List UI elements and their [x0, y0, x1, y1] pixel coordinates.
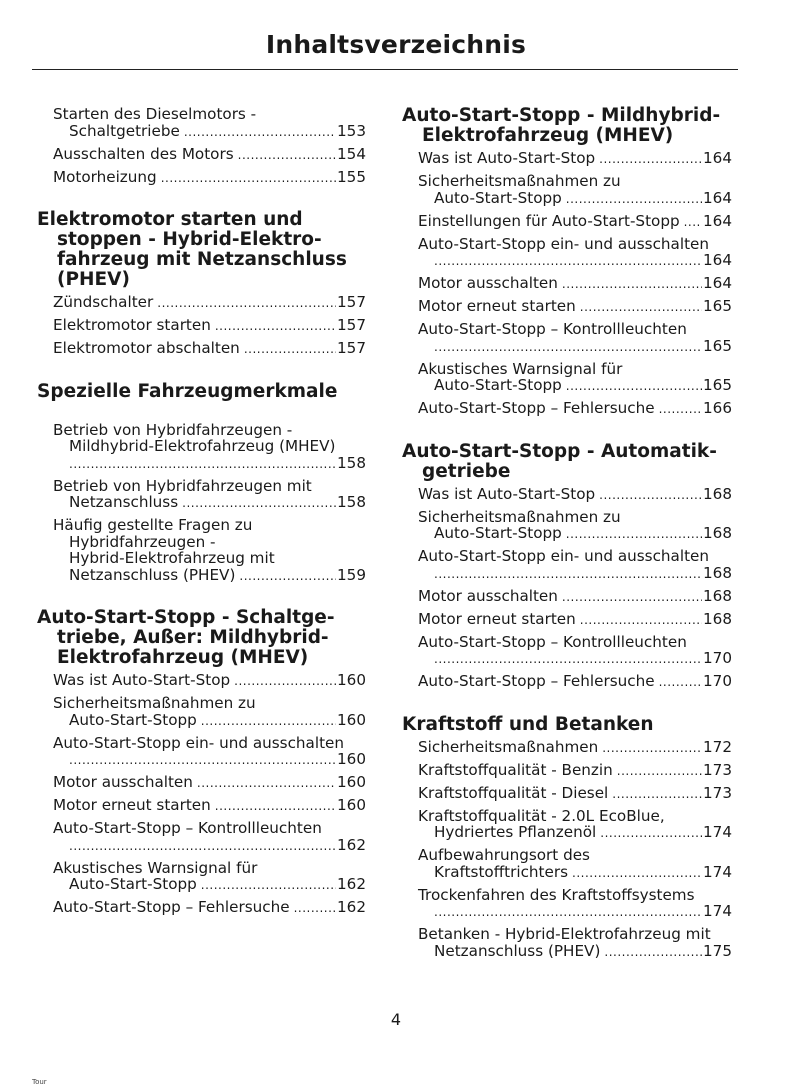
dot-leader	[69, 456, 336, 473]
entry-title: Motorheizung	[53, 167, 157, 186]
toc-entry[interactable]	[37, 294, 366, 312]
entry-text-line: Starten des Dieselmotors -	[53, 105, 257, 123]
entry-title: Kraftstoffqualität - Benzin	[418, 760, 613, 779]
entry-leader-line	[53, 340, 366, 358]
entry-leader-line	[434, 864, 732, 882]
dot-leader	[197, 775, 336, 792]
entry-leader-line	[69, 751, 366, 769]
entry-leader-line	[434, 943, 732, 961]
toc-entry[interactable]	[37, 517, 366, 584]
entry-page-number: 160	[337, 773, 366, 791]
entry-leader-line	[418, 298, 732, 316]
toc-entry[interactable]	[402, 275, 732, 293]
toc-entry[interactable]	[402, 926, 732, 960]
entry-page-number: 160	[337, 710, 366, 729]
entry-page-number: 173	[703, 783, 732, 802]
entry-title: Zündschalter	[53, 293, 154, 311]
entry-page-number: 157	[337, 316, 366, 334]
dot-leader	[659, 401, 702, 418]
dot-leader	[566, 378, 702, 395]
toc-entry[interactable]	[402, 548, 732, 582]
entry-page-number: 165	[703, 297, 732, 315]
entry-title: Motor erneut starten	[53, 796, 211, 814]
entry-page-number: 174	[703, 862, 732, 881]
toc-entry[interactable]	[402, 400, 732, 418]
entry-text-line: Sicherheitsmaßnahmen zu	[418, 507, 621, 526]
entry-title: Einstellungen für Auto-Start-Stopp	[418, 211, 680, 230]
entry-leader-line	[434, 252, 732, 270]
toc-entry[interactable]	[402, 486, 732, 504]
entry-leader-line	[69, 876, 366, 894]
toc-section	[37, 382, 366, 585]
entry-page-number: 168	[703, 586, 732, 605]
dot-leader	[580, 612, 702, 629]
toc-entry[interactable]	[402, 808, 732, 842]
entry-page-number: 164	[703, 188, 732, 207]
entry-title: Was ist Auto-Start-Stop	[418, 484, 596, 503]
toc-entry[interactable]	[37, 340, 366, 358]
entry-leader-line	[434, 650, 732, 668]
toc-entry[interactable]	[402, 847, 732, 881]
dot-leader	[612, 786, 702, 803]
entry-leader-line	[53, 169, 366, 187]
toc-entry[interactable]	[37, 774, 366, 792]
toc-entry[interactable]	[402, 611, 732, 629]
entry-title: Was ist Auto-Start-Stop	[418, 149, 596, 167]
dot-leader	[600, 825, 702, 842]
entry-title: Motor erneut starten	[418, 609, 576, 628]
toc-entry[interactable]	[402, 762, 732, 780]
dot-leader	[580, 299, 702, 316]
section-heading: Auto-Start-Stopp - Mildhybrid-Elektrofahrzeug (MHEV)	[402, 105, 721, 146]
entry-text-line: Betanken - Hybrid-Elektrofahrzeug mit	[418, 925, 711, 943]
entry-leader-line	[69, 494, 366, 512]
entry-text-line: Auto-Start-Stopp ein- und ausschalten	[418, 234, 710, 253]
entry-leader-line	[418, 486, 732, 504]
dot-leader	[599, 487, 702, 504]
dot-leader	[434, 904, 702, 921]
entry-page-number: 175	[703, 941, 732, 960]
toc-section	[402, 442, 732, 691]
dot-leader	[562, 276, 702, 293]
entry-page-number: 157	[337, 293, 366, 311]
toc-section	[37, 210, 366, 358]
entry-page-number: 157	[337, 339, 366, 357]
dot-leader	[215, 798, 336, 815]
entry-text-line: Hybridfahrzeugen -	[69, 532, 216, 551]
dot-leader	[239, 568, 336, 585]
entry-page-number: 160	[337, 671, 366, 689]
entry-title: Motor erneut starten	[418, 297, 576, 315]
toc-entry[interactable]	[37, 106, 366, 140]
entry-title: Auto-Start-Stopp	[434, 188, 562, 207]
section-heading: Spezielle Fahrzeugmerkmale	[37, 380, 338, 402]
page-number: 4	[390, 1010, 402, 1029]
toc-entry[interactable]	[37, 146, 366, 164]
entry-page-number: 168	[703, 524, 732, 542]
entry-text-line: Akustisches Warnsignal für	[53, 858, 258, 877]
entry-leader-line	[53, 774, 366, 792]
entry-leader-line	[53, 672, 366, 690]
toc-column-left	[37, 106, 366, 941]
dot-leader	[294, 900, 336, 917]
toc-entry[interactable]	[402, 236, 732, 270]
entry-page-number: 154	[337, 144, 366, 163]
entry-text-line: Mildhybrid-Elektrofahrzeug (MHEV)	[69, 437, 336, 455]
toc-entry[interactable]	[402, 213, 732, 231]
toc-entry[interactable]	[402, 588, 732, 606]
dot-leader	[434, 339, 702, 356]
entry-page-number: 168	[703, 563, 732, 582]
entry-title: Auto-Start-Stopp – Fehlersuche	[418, 672, 655, 690]
dot-leader	[244, 341, 336, 358]
toc-entry[interactable]	[402, 361, 732, 395]
entry-page-number: 165	[703, 376, 732, 394]
dot-leader	[201, 877, 336, 894]
entry-leader-line	[69, 123, 366, 141]
entry-page-number: 172	[703, 737, 732, 756]
entry-title: Motor ausschalten	[418, 586, 558, 605]
entry-leader-line	[418, 739, 732, 757]
entry-page-number: 170	[703, 672, 732, 690]
entry-page-number: 153	[337, 121, 366, 140]
dot-leader	[161, 170, 336, 187]
toc-section	[402, 106, 732, 418]
entry-page-number: 162	[337, 898, 366, 916]
entry-title: Motor ausschalten	[53, 773, 193, 791]
toc-entry[interactable]	[402, 173, 732, 207]
dot-leader	[184, 124, 336, 141]
entry-title: Auto-Start-Stopp – Fehlersuche	[418, 399, 655, 417]
entry-page-number: 160	[337, 796, 366, 814]
toc-entry[interactable]	[37, 672, 366, 690]
toc-entry[interactable]	[37, 695, 366, 729]
dot-leader	[215, 318, 336, 335]
entry-page-number: 158	[337, 493, 366, 511]
toc-entry[interactable]	[37, 478, 366, 512]
entry-title: Ausschalten des Motors	[53, 144, 234, 163]
toc-entry[interactable]	[37, 820, 366, 854]
dot-leader	[566, 191, 702, 208]
entry-leader-line	[418, 785, 732, 803]
toc-entry[interactable]	[402, 509, 732, 543]
entry-title: Motor ausschalten	[418, 274, 558, 292]
entry-page-number: 168	[703, 609, 732, 628]
section-heading: Elektromotor starten und stoppen - Hybrid-Elektro-fahrzeug mit Netzanschluss (PHEV)	[37, 209, 347, 290]
entry-page-number: 170	[703, 649, 732, 667]
toc-entry[interactable]	[37, 735, 366, 769]
entry-text-line: Betrieb von Hybridfahrzeugen -	[53, 420, 293, 439]
dot-leader	[434, 253, 702, 270]
entry-title: Kraftstoffqualität - Diesel	[418, 783, 609, 802]
dot-leader	[659, 674, 702, 691]
entry-title: Auto-Start-Stopp	[434, 524, 562, 542]
entry-title: Sicherheitsmaßnahmen	[418, 737, 599, 756]
dot-leader	[434, 566, 702, 583]
entry-title: Schaltgetriebe	[69, 121, 180, 140]
toc-section	[37, 608, 366, 917]
entry-text-line: Auto-Start-Stopp ein- und ausschalten	[418, 547, 710, 565]
entry-leader-line	[418, 150, 732, 168]
dot-leader	[234, 673, 336, 690]
entry-leader-line	[434, 338, 732, 356]
title-divider	[32, 69, 738, 70]
dot-leader	[434, 651, 702, 668]
entry-title: Auto-Start-Stopp – Fehlersuche	[53, 898, 290, 916]
entry-text-line: Auto-Start-Stopp ein- und ausschalten	[53, 733, 345, 752]
entry-text-line: Kraftstoffqualität - 2.0L EcoBlue,	[418, 806, 665, 825]
toc-entry[interactable]	[37, 899, 366, 917]
entry-leader-line	[434, 824, 732, 842]
dot-leader	[604, 944, 702, 961]
entry-leader-line	[53, 899, 366, 917]
toc-entry[interactable]	[37, 860, 366, 894]
dot-leader	[566, 526, 702, 543]
entry-page-number: 159	[337, 565, 366, 584]
entry-leader-line	[69, 712, 366, 730]
entry-leader-line	[434, 377, 732, 395]
toc-section	[402, 715, 732, 961]
toc-entry[interactable]	[37, 169, 366, 187]
dot-leader	[599, 151, 702, 168]
entry-page-number: 164	[703, 211, 732, 230]
dot-leader	[572, 865, 702, 882]
entry-title: Netzanschluss	[69, 493, 179, 511]
entry-leader-line	[418, 762, 732, 780]
entry-title: Netzanschluss (PHEV)	[69, 565, 236, 584]
entry-page-number: 174	[703, 823, 732, 841]
dot-leader	[157, 295, 336, 312]
entry-text-line: Sicherheitsmaßnahmen zu	[53, 694, 256, 712]
entry-page-number: 155	[337, 167, 366, 186]
entry-page-number: 173	[703, 760, 732, 779]
entry-title: Netzanschluss (PHEV)	[434, 941, 601, 960]
section-heading: Kraftstoff und Betanken	[402, 713, 654, 735]
entry-text-line: Hybrid-Elektrofahrzeug mit	[69, 549, 275, 567]
entry-title: Kraftstofftrichters	[434, 862, 569, 881]
footer-code: Tour	[32, 1078, 47, 1086]
entry-page-number: 164	[703, 251, 732, 269]
entry-title: Auto-Start-Stopp	[69, 710, 197, 729]
toc-entry[interactable]	[402, 150, 732, 168]
entry-text-line: Auto-Start-Stopp – Kontrollleuchten	[418, 320, 687, 338]
entry-leader-line	[53, 146, 366, 164]
entry-leader-line	[69, 455, 366, 473]
entry-title: Was ist Auto-Start-Stop	[53, 671, 231, 689]
toc-entry[interactable]	[402, 321, 732, 355]
entry-title: Elektromotor abschalten	[53, 339, 240, 357]
entry-text-line: Aufbewahrungsort des	[418, 846, 590, 864]
entry-page-number: 158	[337, 453, 366, 472]
entry-leader-line	[53, 294, 366, 312]
entry-page-number: 174	[703, 902, 732, 920]
entry-page-number: 162	[337, 835, 366, 854]
entry-title: Auto-Start-Stopp	[434, 376, 562, 394]
entry-title: Auto-Start-Stopp	[69, 875, 197, 893]
section-heading: Auto-Start-Stopp - Automatik-getriebe	[402, 440, 717, 482]
entry-page-number: 164	[703, 274, 732, 292]
toc-entry[interactable]	[402, 298, 732, 316]
entry-text-line: Auto-Start-Stopp – Kontrollleuchten	[53, 819, 322, 837]
entry-page-number: 168	[703, 484, 732, 503]
entry-leader-line	[418, 673, 732, 691]
entry-title: Hydriertes Pflanzenöl	[434, 823, 597, 841]
entry-page-number: 160	[337, 750, 366, 768]
toc-section	[37, 106, 366, 186]
entry-leader-line	[434, 525, 732, 543]
toc-entry[interactable]	[37, 797, 366, 815]
section-heading: Auto-Start-Stopp - Schaltge-triebe, Außer: Mildhybrid-Elektrofahrzeug (MHEV)	[37, 607, 335, 668]
entry-text-line: Auto-Start-Stopp – Kontrollleuchten	[418, 632, 687, 651]
entry-leader-line	[418, 213, 732, 231]
entry-title: Elektromotor starten	[53, 316, 211, 334]
dot-leader	[238, 147, 336, 164]
entry-leader-line	[434, 190, 732, 208]
entry-text-line: Akustisches Warnsignal für	[418, 359, 623, 378]
dot-leader	[201, 713, 336, 730]
dot-leader	[617, 763, 702, 780]
toc-entry[interactable]	[402, 634, 732, 668]
dot-leader	[69, 752, 336, 769]
dot-leader	[684, 214, 702, 231]
entry-leader-line	[434, 903, 732, 921]
entry-page-number: 162	[337, 875, 366, 893]
entry-page-number: 164	[703, 149, 732, 167]
toc-column-right	[402, 106, 732, 984]
toc-entry[interactable]	[402, 887, 732, 921]
entry-leader-line	[53, 797, 366, 815]
dot-leader	[602, 740, 702, 757]
entry-text-line: Trockenfahren des Kraftstoffsystems	[418, 885, 695, 904]
entry-leader-line	[434, 565, 732, 583]
toc-entry[interactable]	[402, 673, 732, 691]
entry-leader-line	[418, 588, 732, 606]
entry-text-line: Sicherheitsmaßnahmen zu	[418, 172, 621, 190]
entry-text-line: Häufig gestellte Fragen zu	[53, 516, 253, 534]
page-title: Inhaltsverzeichnis	[265, 30, 527, 59]
entry-leader-line	[418, 275, 732, 293]
dot-leader	[562, 589, 702, 606]
entry-leader-line	[69, 567, 366, 585]
entry-leader-line	[69, 837, 366, 855]
entry-text-line: Betrieb von Hybridfahrzeugen mit	[53, 476, 312, 495]
toc-entry[interactable]	[402, 739, 732, 757]
entry-leader-line	[53, 317, 366, 335]
entry-page-number: 166	[703, 399, 732, 417]
toc-entry[interactable]	[402, 785, 732, 803]
entry-leader-line	[418, 611, 732, 629]
toc-entry[interactable]	[37, 317, 366, 335]
toc-entry[interactable]	[37, 422, 366, 473]
dot-leader	[182, 495, 336, 512]
entry-page-number: 165	[703, 336, 732, 355]
entry-leader-line	[418, 400, 732, 418]
dot-leader	[69, 838, 336, 855]
